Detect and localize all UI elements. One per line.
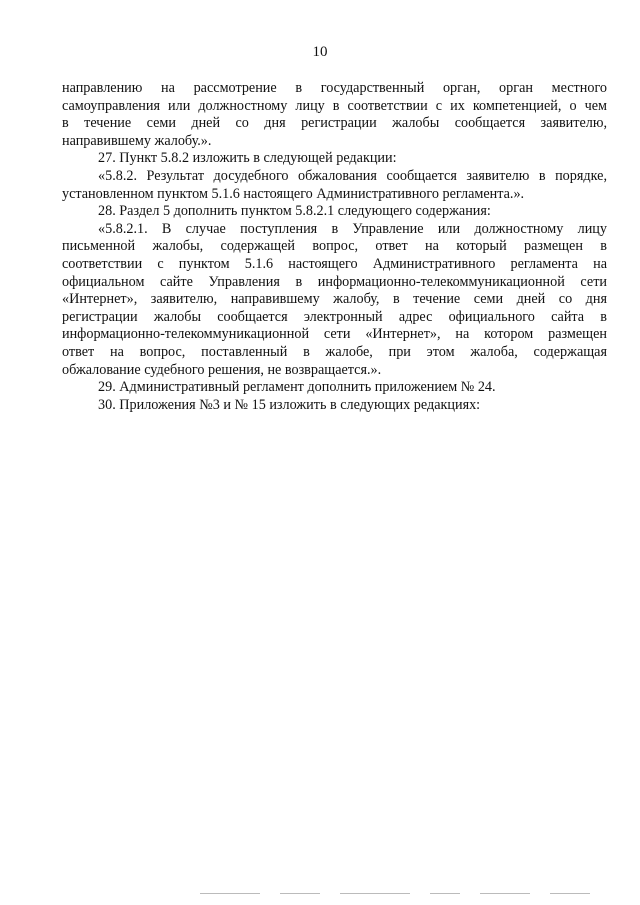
paragraph (62, 397, 607, 415)
text-line: «5.8.2. Результат досудебного обжалования сообщается заявителю в порядке, (98, 167, 607, 184)
text-line: направившему жалобу.». (62, 132, 212, 149)
text-line: официальном сайте Управления в информационно-телекоммуникационной сети (62, 273, 607, 290)
paragraph (62, 203, 607, 221)
text-line: 28. Раздел 5 дополнить пунктом 5.8.2.1 следующего содержания: (98, 203, 491, 220)
paragraph (62, 221, 607, 379)
text-line: «Интернет», заявителю, направившему жалобу, в течение семи дней со дня (62, 291, 607, 308)
text-line: письменной жалобы, содержащей вопрос, ответ на который размещен в (62, 238, 607, 255)
text-line: ответ на вопрос, поставленный в жалобе, при этом жалоба, содержащая (62, 343, 607, 360)
document-body (62, 80, 607, 414)
text-line: обжалование судебного решения, не возвращается.». (62, 361, 382, 378)
text-line: установленном пунктом 5.1.6 настоящего Административного регламента.». (62, 185, 525, 202)
text-line: регистрации жалобы сообщается электронный адрес официального сайта в (62, 308, 607, 325)
paragraph (62, 80, 607, 150)
text-line: 30. Приложения №3 и № 15 изложить в следующих редакциях: (98, 396, 481, 413)
text-line: направлению на рассмотрение в государственный орган, орган местного (62, 80, 607, 96)
text-line: 29. Административный регламент дополнить приложением № 24. (98, 379, 496, 396)
paragraph (62, 150, 607, 168)
text-line: 27. Пункт 5.8.2 изложить в следующей редакции: (98, 150, 397, 167)
text-line: в течение семи дней со дня регистрации жалобы сообщается заявителю, (62, 115, 607, 132)
text-line: «5.8.2.1. В случае поступления в Управление или должностному лицу (98, 220, 607, 237)
page-number: 10 (312, 44, 328, 60)
text-line: соответствии с пунктом 5.1.6 настоящего Административного регламента на (62, 255, 607, 272)
footer-scan-marks (200, 893, 600, 895)
text-line: самоуправления или должностному лицу в соответствии с их компетенцией, о чем (62, 97, 607, 114)
paragraph (62, 168, 607, 203)
paragraph (62, 379, 607, 397)
text-line: информационно-телекоммуникационной сети «Интернет», на котором размещен (62, 326, 607, 343)
